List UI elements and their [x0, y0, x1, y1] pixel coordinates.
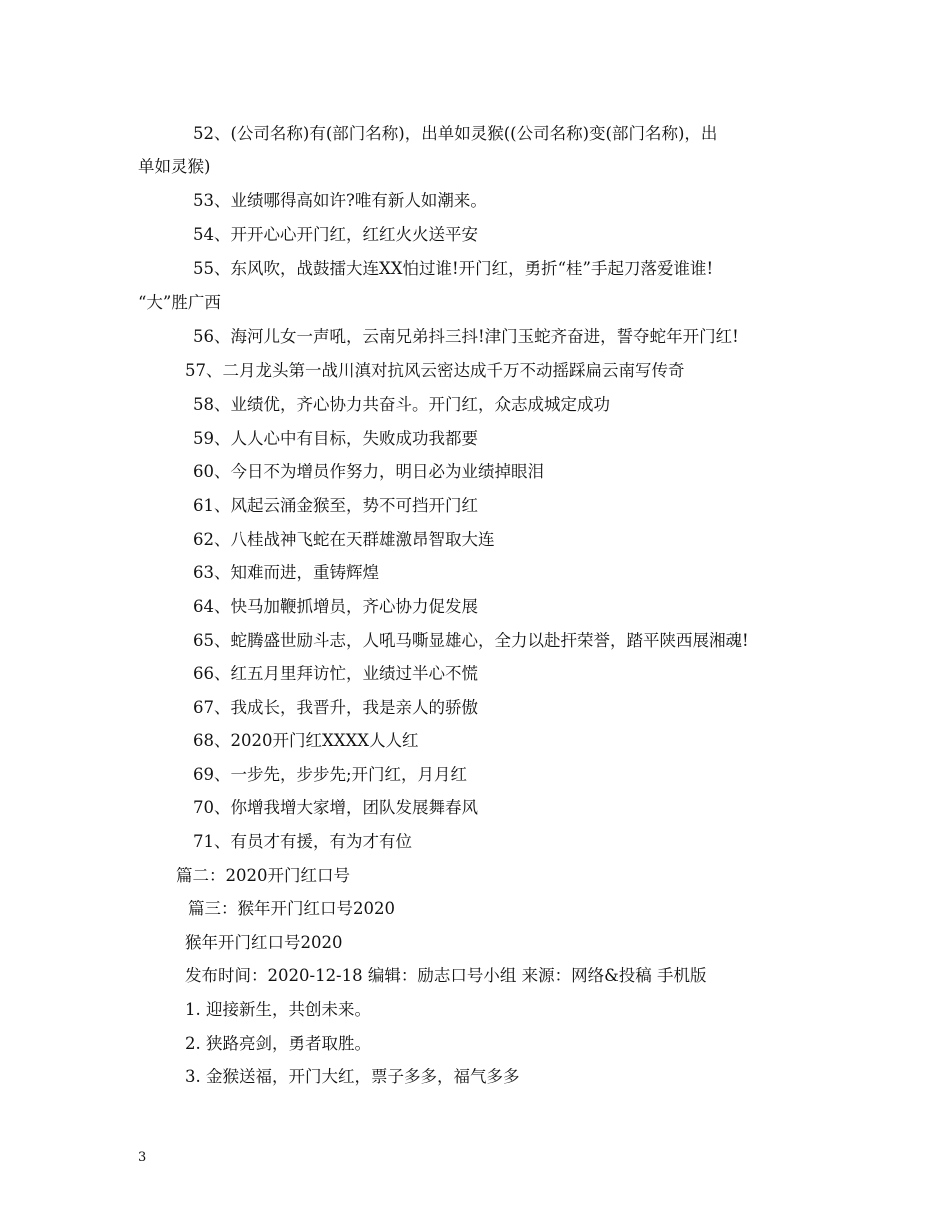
list-item-3: 3. 金猴送福，开门大红，票子多多，福气多多 [185, 1067, 520, 1086]
text-line-54: 54、开开心心开门红，红红火火送平安 [193, 225, 478, 244]
section-heading-3: 篇三：猴年开门红口号2020 [188, 899, 395, 918]
text-line-57: 57、二月龙头第一战川滇对抗风云密达成千万不动摇踩扁云南写传奇 [185, 361, 685, 380]
text-line-52a: 52、(公司名称)有(部门名称)，出单如灵猴((公司名称)变(部门名称)，出 [193, 124, 718, 143]
article-title: 猴年开门红口号2020 [185, 933, 343, 952]
article-meta: 发布时间：2020-12-18 编辑：励志口号小组 来源：网络&投稿 手机版 [185, 966, 707, 985]
text-line-52b: 单如灵猴) [138, 157, 211, 176]
text-line-55b: “大”胜广西 [138, 293, 221, 312]
page-number: 3 [138, 1150, 147, 1165]
text-line-65: 65、蛇腾盛世励斗志，人吼马嘶显雄心，全力以赴扞荣誉，踏平陕西展湘魂! [193, 631, 749, 650]
text-line-70: 70、你增我增大家增，团队发展舞春风 [193, 798, 478, 817]
section-heading-2: 篇二：2020开门红口号 [176, 866, 350, 885]
text-line-61: 61、风起云涌金猴至，势不可挡开门红 [193, 496, 478, 515]
text-line-59: 59、人人心中有目标，失败成功我都要 [193, 429, 478, 448]
text-line-68: 68、2020开门红XXXX人人红 [193, 731, 419, 750]
text-line-69: 69、一步先，步步先;开门红，月月红 [193, 765, 468, 784]
text-line-55a: 55、东风吹，战鼓擂大连XX怕过谁!开门红，勇折“桂”手起刀落爱谁谁! [193, 259, 714, 278]
text-line-58: 58、业绩优，齐心协力共奋斗。开门红，众志成城定成功 [193, 395, 610, 414]
list-item-2: 2. 狭路亮剑，勇者取胜。 [185, 1034, 371, 1053]
text-line-71: 71、有员才有援，有为才有位 [193, 832, 412, 851]
text-line-56: 56、海河儿女一声吼，云南兄弟抖三抖!津门玉蛇齐奋进，誓夺蛇年开门红! [193, 327, 739, 346]
text-line-63: 63、知难而进，重铸辉煌 [193, 563, 379, 582]
text-line-66: 66、红五月里拜访忙，业绩过半心不慌 [193, 664, 478, 683]
text-line-53: 53、业绩哪得高如许?唯有新人如潮来。 [193, 191, 487, 210]
text-line-60: 60、今日不为增员作努力，明日必为业绩掉眼泪 [193, 462, 544, 481]
text-line-62: 62、八桂战神飞蛇在天群雄激昂智取大连 [193, 530, 495, 549]
text-line-64: 64、快马加鞭抓增员，齐心协力促发展 [193, 597, 478, 616]
list-item-1: 1. 迎接新生，共创未来。 [185, 1000, 371, 1019]
text-line-67: 67、我成长，我晋升，我是亲人的骄傲 [193, 698, 478, 717]
